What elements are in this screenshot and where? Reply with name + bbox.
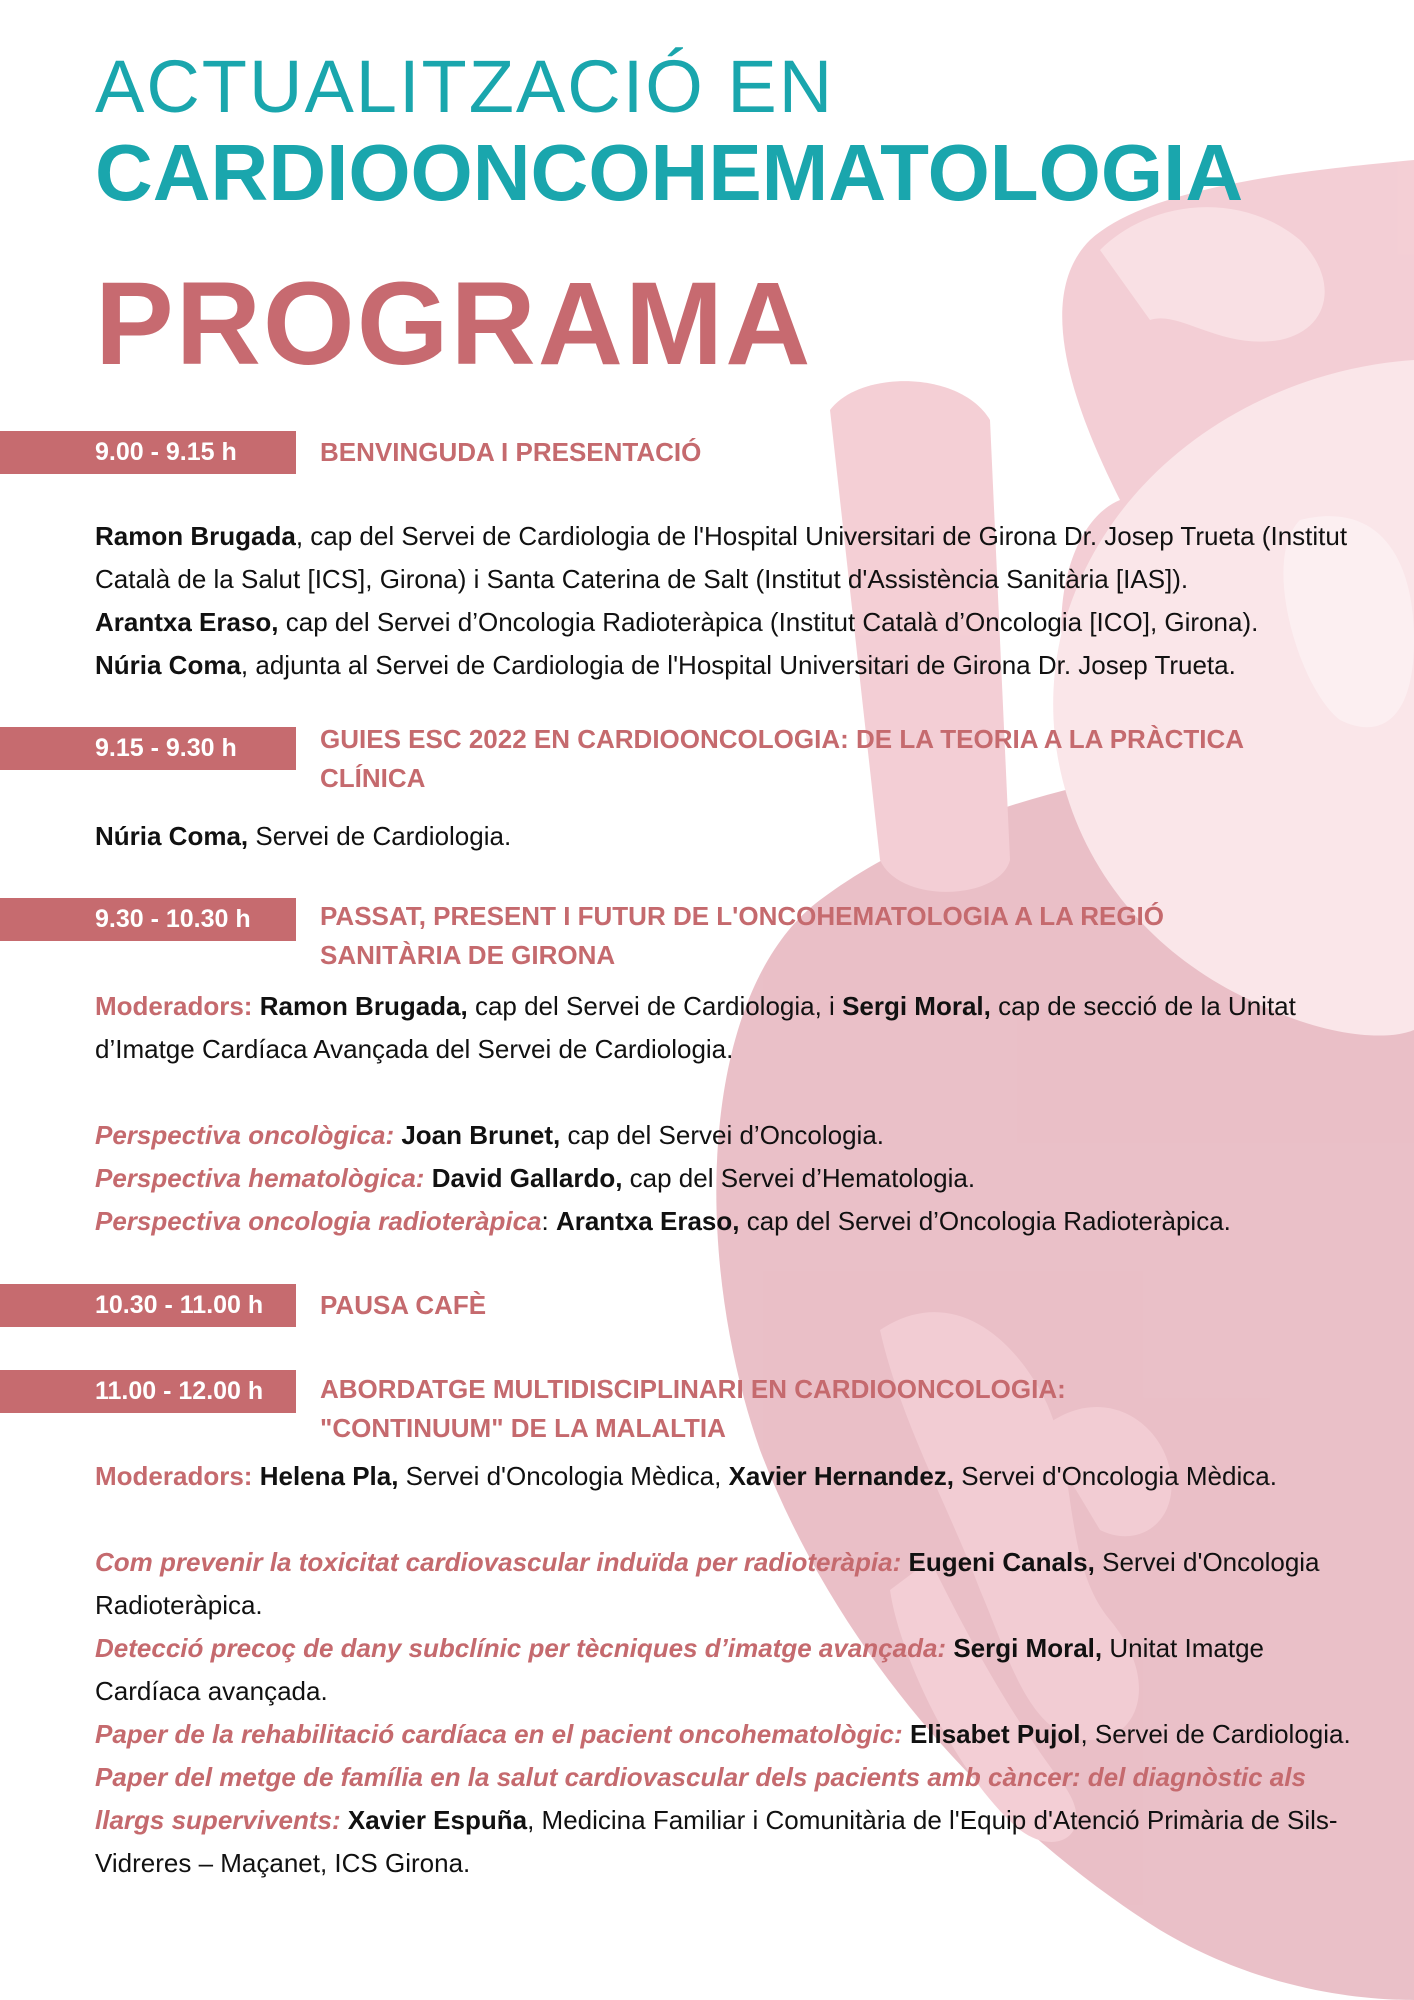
speaker-name: Joan Brunet,	[401, 1120, 561, 1150]
speaker-role: , Medicina Familiar i Comunitària de l'Equip d'Atenció Primària de Sils-Vidreres – Maçanet, ICS Girona.	[95, 1805, 1338, 1878]
talk-sep	[341, 1805, 348, 1835]
speaker-name: Helena Pla,	[259, 1461, 399, 1491]
program-heading: PROGRAMA	[95, 258, 813, 390]
session-time-1: 9.00 - 9.15 h	[0, 431, 296, 474]
speaker-name: Sergi Moral,	[953, 1633, 1103, 1663]
speaker-name: Arantxa Eraso,	[555, 1206, 740, 1236]
talk-item	[95, 1627, 1375, 1713]
speaker-role: , adjunta al Servei de Cardiologia de l'Hospital Universitari de Girona Dr. Josep Trueta.	[240, 650, 1236, 680]
talk-item	[95, 1114, 1375, 1157]
header-title: CARDIOONCOHEMATOLOGIA	[95, 128, 1244, 217]
header-subtitle: ACTUALITZACIÓ EN	[95, 45, 835, 128]
speaker-name: Xavier Hernandez,	[728, 1461, 955, 1491]
speaker-role: Servei d'Oncologia Mèdica.	[954, 1461, 1277, 1491]
moderators	[95, 985, 1375, 1071]
session-title-1: BENVINGUDA I PRESENTACIÓ	[320, 437, 702, 467]
moderators-label: Moderadors:	[95, 991, 253, 1021]
speaker-role: cap de secció de la Unitat d’Imatge Cardíaca Avançada del Servei de Cardiologia.	[95, 991, 1296, 1064]
speaker-role: cap del Servei d’Oncologia Radioteràpica (Institut Català d’Oncologia [ICO], Girona).	[278, 607, 1259, 637]
speaker-role: , Servei de Cardiologia.	[1080, 1719, 1351, 1749]
session-1-speakers	[95, 515, 1375, 687]
speaker-role: Servei d'Oncologia Mèdica,	[398, 1461, 729, 1491]
moderators	[95, 1455, 1375, 1498]
speaker-role: Servei de Cardiologia.	[248, 821, 512, 851]
speaker-role: , cap del Servei de Cardiologia de l'Hospital Universitari de Girona Dr. Josep Trueta (Institut Català de la Salut [ICS], Girona) i Santa Caterina de Salt (Institut d'Assistència Sanitària [IAS]).	[95, 521, 1348, 594]
speaker-name: Sergi Moral,	[842, 991, 991, 1021]
talk-topic: Com prevenir la toxicitat cardiovascular induïda per radioteràpia:	[95, 1547, 902, 1577]
speaker-role: cap del Servei d’Hematologia.	[622, 1163, 976, 1193]
talk-sep	[424, 1163, 431, 1193]
talk-item	[95, 1157, 1375, 1200]
talk-topic: Perspectiva oncologia radioteràpica	[95, 1206, 542, 1236]
moderators-label: Moderadors:	[95, 1461, 253, 1491]
speaker-name: Eugeni Canals,	[908, 1547, 1095, 1577]
session-time-3: 9.30 - 10.30 h	[0, 898, 296, 941]
talk-item	[95, 1541, 1375, 1627]
talk-sep	[903, 1719, 910, 1749]
speaker-role: Servei d'Oncologia Radioteràpica.	[95, 1547, 1320, 1620]
speaker-role: Unitat Imatge Cardíaca avançada.	[95, 1633, 1264, 1706]
session-time-2: 9.15 - 9.30 h	[0, 727, 296, 770]
session-title-3: PASSAT, PRESENT I FUTUR DE L'ONCOHEMATOLOGIA A LA REGIÓ SANITÀRIA DE GIRONA	[320, 901, 1164, 970]
speaker-name: Ramon Brugada,	[259, 991, 468, 1021]
talk-item	[95, 1200, 1375, 1243]
speaker-role: cap del Servei de Cardiologia, i	[467, 991, 843, 1021]
speaker-role: cap del Servei d’Oncologia.	[560, 1120, 885, 1150]
talk-sep: :	[541, 1206, 556, 1236]
speaker-name: Núria Coma,	[95, 821, 249, 851]
session-5-body	[95, 1455, 1375, 1885]
talk-topic: Paper del metge de família en la salut cardiovascular dels pacients amb càncer: del diagnòstic als llargs supervivents:	[95, 1762, 1306, 1835]
talk-topic: Perspectiva oncològica:	[95, 1120, 395, 1150]
speaker-name: Xavier Espuña	[347, 1805, 528, 1835]
session-time-4: 10.30 - 11.00 h	[0, 1284, 296, 1327]
speaker-name: Ramon Brugada	[95, 521, 296, 551]
session-title-4: PAUSA CAFÈ	[320, 1290, 487, 1320]
session-2-speakers	[95, 815, 1375, 858]
session-3-body	[95, 985, 1375, 1243]
speaker-name: Núria Coma	[95, 650, 241, 680]
talk-topic: Paper de la rehabilitació cardíaca en el pacient oncohematològic:	[95, 1719, 903, 1749]
talk-topic: Perspectiva hematològica:	[95, 1163, 425, 1193]
speaker-role: cap del Servei d’Oncologia Radioteràpica.	[739, 1206, 1231, 1236]
talk-item	[95, 1756, 1375, 1885]
speaker-name: David Gallardo,	[431, 1163, 623, 1193]
speaker-name: Elisabet Pujol	[909, 1719, 1081, 1749]
session-time-5: 11.00 - 12.00 h	[0, 1370, 296, 1413]
talk-item	[95, 1713, 1375, 1756]
session-title-2: GUIES ESC 2022 EN CARDIOONCOLOGIA: DE LA TEORIA A LA PRÀCTICA CLÍNICA	[320, 724, 1244, 793]
session-title-5: ABORDATGE MULTIDISCIPLINARI EN CARDIOONCOLOGIA: "CONTINUUM" DE LA MALALTIA	[320, 1374, 1066, 1443]
speaker-name: Arantxa Eraso,	[95, 607, 279, 637]
talk-topic: Detecció precoç de dany subclínic per tècniques d’imatge avançada:	[95, 1633, 947, 1663]
